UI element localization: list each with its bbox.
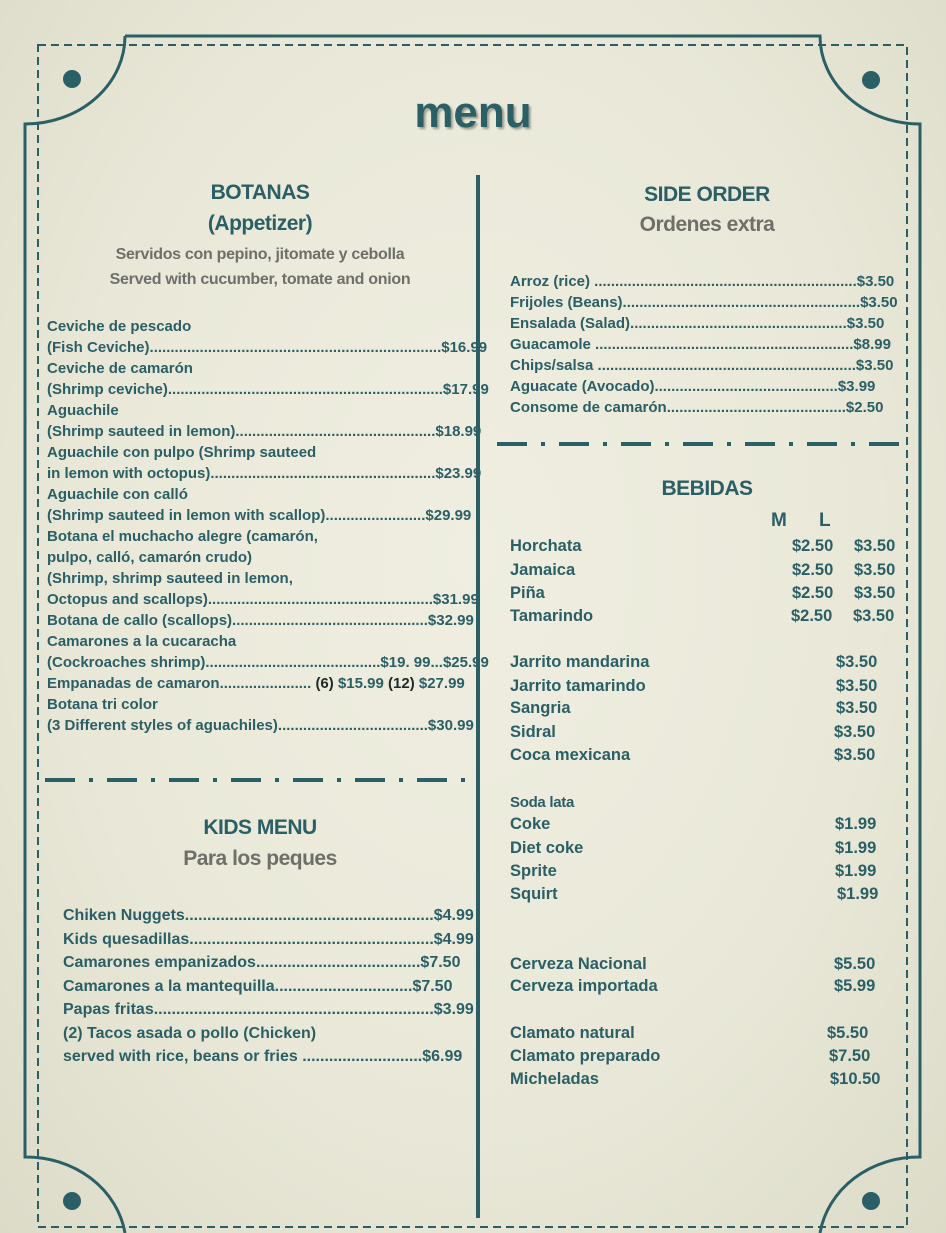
side-heading: SIDE ORDER bbox=[644, 183, 770, 206]
drink-name: Piña bbox=[510, 584, 545, 602]
kids-subheading: Para los peques bbox=[183, 847, 337, 870]
list-item: Kids quesadillas.......................................................$4.99 bbox=[63, 930, 474, 948]
drink-price: $7.50 bbox=[829, 1047, 871, 1065]
drink-price: $5.50 bbox=[834, 955, 876, 973]
list-item: (Fish Ceviche)......................................................................$16.99 bbox=[47, 339, 488, 356]
list-item: Botana tri color bbox=[47, 696, 158, 713]
botanas-note-english: Served with cucumber, tomate and onion bbox=[109, 271, 411, 288]
empanadas-qty-large: (12) bbox=[388, 675, 415, 692]
drink-name: Diet coke bbox=[510, 839, 584, 857]
empanadas-qty-small: (6) bbox=[315, 675, 334, 692]
list-item: Botana de callo (scallops)...............................................$32.99 bbox=[47, 612, 474, 629]
drink-name: Coke bbox=[510, 815, 551, 833]
list-item: Octopus and scallops)......................................................$31.99 bbox=[47, 591, 479, 608]
list-item: (Shrimp sauteed in lemon)................................................$18.99 bbox=[47, 423, 482, 440]
drink-price: $3.50 bbox=[836, 653, 878, 671]
drink-price-m: $2.50 bbox=[791, 607, 833, 625]
bebidas-heading: BEBIDAS bbox=[661, 477, 753, 500]
list-item: Botana el muchacho alegre (camarón, bbox=[47, 528, 318, 545]
drink-name: Sidral bbox=[510, 723, 556, 741]
drink-price: $1.99 bbox=[837, 885, 879, 903]
list-item: (Shrimp sauteed in lemon with scallop)........................$29.99 bbox=[47, 507, 472, 524]
kids-heading: KIDS MENU bbox=[203, 816, 317, 839]
drink-name: Tamarindo bbox=[510, 607, 594, 625]
drink-name: Sangria bbox=[510, 699, 571, 717]
botanas-note-spanish: Servidos con pepino, jitomate y cebolla bbox=[115, 246, 405, 263]
drink-name: Horchata bbox=[510, 537, 582, 555]
page-title: menu bbox=[414, 88, 532, 137]
empanadas-label: Empanadas de camaron...................... bbox=[47, 675, 312, 692]
drink-price: $3.50 bbox=[836, 699, 878, 717]
list-item: Papas fritas...............................................................$3.99 bbox=[63, 1001, 474, 1018]
list-item: Ceviche de camarón bbox=[47, 360, 193, 377]
drink-price-l: $3.50 bbox=[854, 537, 896, 555]
list-item: in lemon with octopus)......................................................$23.99 bbox=[47, 465, 482, 482]
drink-price-m: $2.50 bbox=[792, 584, 834, 602]
drink-price-m: $2.50 bbox=[792, 561, 834, 579]
drink-name: Sprite bbox=[510, 862, 557, 880]
list-item: Arroz (rice) ...............................................................$3.50 bbox=[510, 273, 895, 290]
list-item: (2) Tacos asada o pollo (Chicken) bbox=[63, 1024, 317, 1042]
drink-name: Cerveza importada bbox=[510, 977, 658, 995]
size-large-header: L bbox=[819, 510, 831, 531]
list-item: (Shrimp ceviche)..................................................................$17.99 bbox=[47, 381, 489, 398]
list-item: Ensalada (Salad)....................................................$3.50 bbox=[510, 315, 885, 332]
drink-price: $1.99 bbox=[835, 839, 877, 857]
kids-list bbox=[63, 904, 474, 1069]
drink-name: Squirt bbox=[510, 885, 558, 903]
drink-price: $1.99 bbox=[835, 815, 877, 833]
drink-name: Micheladas bbox=[510, 1070, 599, 1088]
list-item: Aguachile con calló bbox=[47, 486, 188, 503]
list-item: Guacamole ..............................................................$8.99 bbox=[510, 336, 891, 353]
list-item: Frijoles (Beans).........................................................$3.50 bbox=[510, 294, 898, 311]
soda-label: Soda lata bbox=[510, 794, 574, 811]
drink-price: $10.50 bbox=[830, 1070, 881, 1088]
empanadas-price-small: $15.99 bbox=[337, 675, 384, 692]
list-item: Aguachile con pulpo (Shrimp sauteed bbox=[47, 444, 317, 461]
list-item: Consome de camarón...........................................$2.50 bbox=[510, 399, 884, 416]
size-medium-header: M bbox=[771, 510, 787, 531]
list-item: Chips/salsa ..............................................................$3.50 bbox=[510, 357, 894, 374]
botanas-subheading: (Appetizer) bbox=[207, 212, 313, 235]
list-item: pulpo, calló, camarón crudo) bbox=[47, 549, 253, 566]
list-item: Ceviche de pescado bbox=[47, 318, 192, 335]
list-item: Camarones a la mantequilla...............................$7.50 bbox=[63, 977, 453, 995]
list-item: Chiken Nuggets........................................................$4.99 bbox=[63, 907, 474, 924]
drink-name: Clamato preparado bbox=[510, 1047, 661, 1065]
drink-price: $5.99 bbox=[834, 977, 876, 995]
drink-price: $3.50 bbox=[834, 723, 876, 741]
list-item: (Cockroaches shrimp)..........................................$19. 99...$25.99 bbox=[47, 654, 489, 671]
side-subheading: Ordenes extra bbox=[639, 213, 775, 236]
drink-name: Jarrito mandarina bbox=[510, 653, 650, 671]
list-item: Camarones a la cucaracha bbox=[47, 633, 237, 650]
list-item: Camarones empanizados.....................................$7.50 bbox=[63, 954, 461, 971]
drink-price: $5.50 bbox=[827, 1024, 869, 1042]
drink-price-l: $3.50 bbox=[853, 607, 895, 625]
drink-name: Jarrito tamarindo bbox=[510, 677, 646, 695]
list-item: Aguachile bbox=[47, 402, 119, 419]
empanadas-row bbox=[47, 673, 489, 694]
drink-price-l: $3.50 bbox=[854, 584, 896, 602]
empanadas-price-large: $27.99 bbox=[418, 675, 465, 692]
drink-name: Cerveza Nacional bbox=[510, 955, 647, 973]
drink-name: Clamato natural bbox=[510, 1024, 635, 1042]
drink-price-m: $2.50 bbox=[792, 537, 834, 555]
drink-price: $3.50 bbox=[836, 677, 878, 695]
drink-price-l: $3.50 bbox=[854, 561, 896, 579]
list-item: served with rice, beans or fries ...........................$6.99 bbox=[63, 1048, 463, 1065]
list-item: Aguacate (Avocado)............................................$3.99 bbox=[510, 378, 876, 395]
list-item: (3 Different styles of aguachiles)....................................$30.99 bbox=[47, 717, 474, 734]
botanas-heading: BOTANAS bbox=[210, 181, 310, 204]
botanas-list bbox=[47, 316, 489, 736]
list-item: (Shrimp, shrimp sauteed in lemon, bbox=[47, 570, 293, 587]
drink-price: $3.50 bbox=[834, 746, 876, 764]
drink-price: $1.99 bbox=[835, 862, 877, 880]
drink-name: Coca mexicana bbox=[510, 746, 631, 764]
side-list bbox=[510, 271, 898, 418]
drink-name: Jamaica bbox=[510, 561, 576, 579]
